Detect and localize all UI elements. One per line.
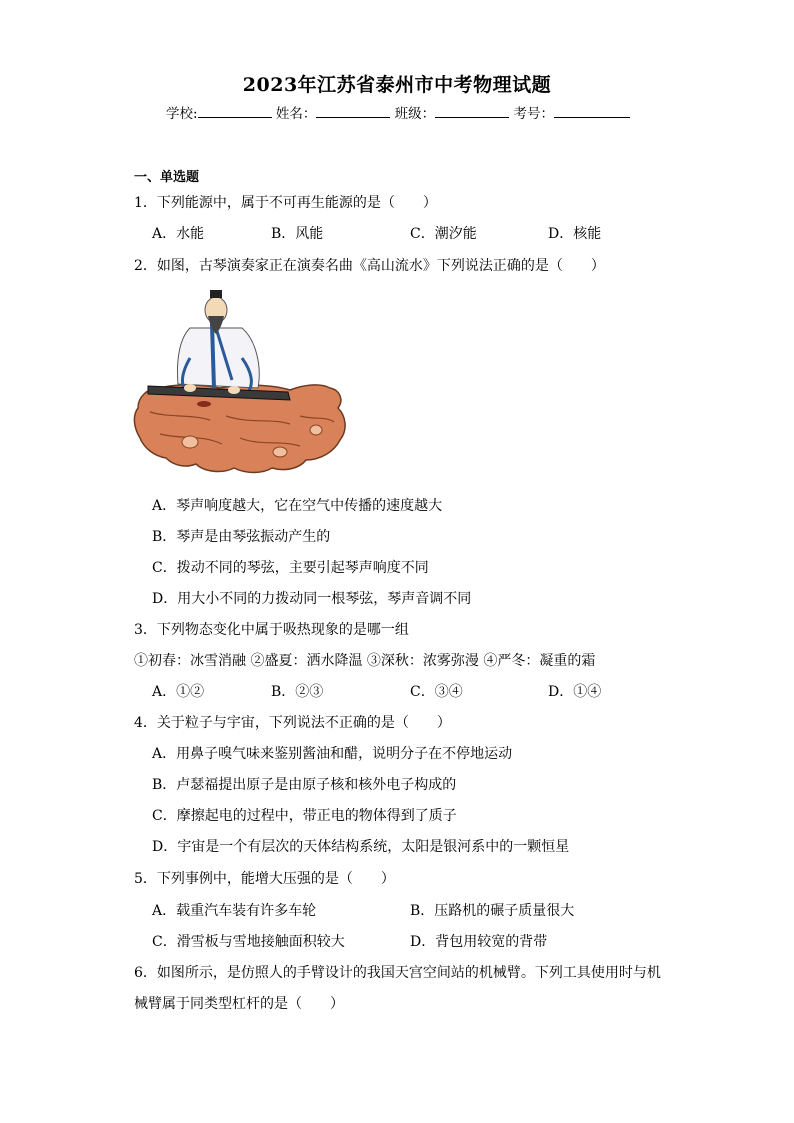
class-label: 班级：	[394, 106, 436, 122]
question-6-stem: 6．如图所示，是仿照人的手臂设计的我国天宫空间站的机械臂。下列工具使用时与机	[134, 965, 661, 981]
q1-option-a: A．水能	[152, 226, 205, 242]
q3-option-c: C．③④	[410, 684, 463, 700]
question-6-stem-continued: 械臂属于同类型杠杆的是（ ）	[134, 996, 344, 1012]
school-label: 学校:	[166, 106, 198, 122]
q5-option-a: A．载重汽车装有许多车轮	[152, 903, 317, 919]
section-title: 一、单选题	[134, 170, 200, 185]
q1-option-d: D．核能	[548, 226, 602, 242]
q2-option-a: A．琴声响度越大，它在空气中传播的速度越大	[152, 498, 443, 514]
question-5-stem: 5．下列事例中，能增大压强的是（ ）	[134, 871, 395, 887]
class-blank	[435, 104, 509, 118]
q4-option-c: C．摩擦起电的过程中，带正电的物体得到了质子	[152, 808, 457, 824]
q1-option-b: B．风能	[271, 226, 324, 242]
number-blank	[554, 104, 630, 118]
q2-option-b: B．琴声是由琴弦振动产生的	[152, 529, 331, 545]
question-3-stem: 3．下列物态变化中属于吸热现象的是哪一组	[134, 622, 409, 638]
q3-option-d: D．①④	[548, 684, 602, 700]
q3-option-a: A．①②	[152, 684, 205, 700]
question-3-conditions: ①初春：冰雪消融 ②盛夏：洒水降温 ③深秋：浓雾弥漫 ④严冬：凝重的霜	[134, 653, 596, 669]
q5-option-d: D．背包用较宽的背带	[410, 934, 548, 950]
q5-option-c: C．滑雪板与雪地接触面积较大	[152, 934, 345, 950]
number-label: 考号：	[513, 106, 554, 122]
student-info-line	[166, 102, 630, 122]
question-2-stem: 2．如图，古琴演奏家正在演奏名曲《高山流水》下列说法正确的是（ ）	[134, 258, 605, 274]
q2-option-c: C．拨动不同的琴弦，主要引起琴声响度不同	[152, 560, 429, 576]
page-title: 2023年江苏省泰州市中考物理试题	[242, 74, 552, 96]
q3-option-b: B．②③	[271, 684, 324, 700]
school-blank	[198, 104, 272, 118]
name-label: 姓名：	[275, 106, 317, 122]
q5-option-b: B．压路机的碾子质量很大	[410, 903, 575, 919]
name-blank	[316, 104, 390, 118]
q2-option-d: D．用大小不同的力拨动同一根琴弦，琴声音调不同	[152, 591, 472, 607]
q4-option-d: D．宇宙是一个有层次的天体结构系统，太阳是银河系中的一颗恒星	[152, 839, 570, 855]
question-4-stem: 4．关于粒子与宇宙，下列说法不正确的是（ ）	[134, 715, 451, 731]
q4-option-b: B．卢瑟福提出原子是由原子核和核外电子构成的	[152, 777, 457, 793]
guqin-player-illustration	[130, 288, 352, 478]
q4-option-a: A．用鼻子嗅气味来鉴别酱油和醋，说明分子在不停地运动	[152, 746, 513, 762]
q1-option-c: C．潮汐能	[410, 226, 477, 242]
question-1-stem: 1．下列能源中，属于不可再生能源的是（ ）	[134, 195, 437, 211]
